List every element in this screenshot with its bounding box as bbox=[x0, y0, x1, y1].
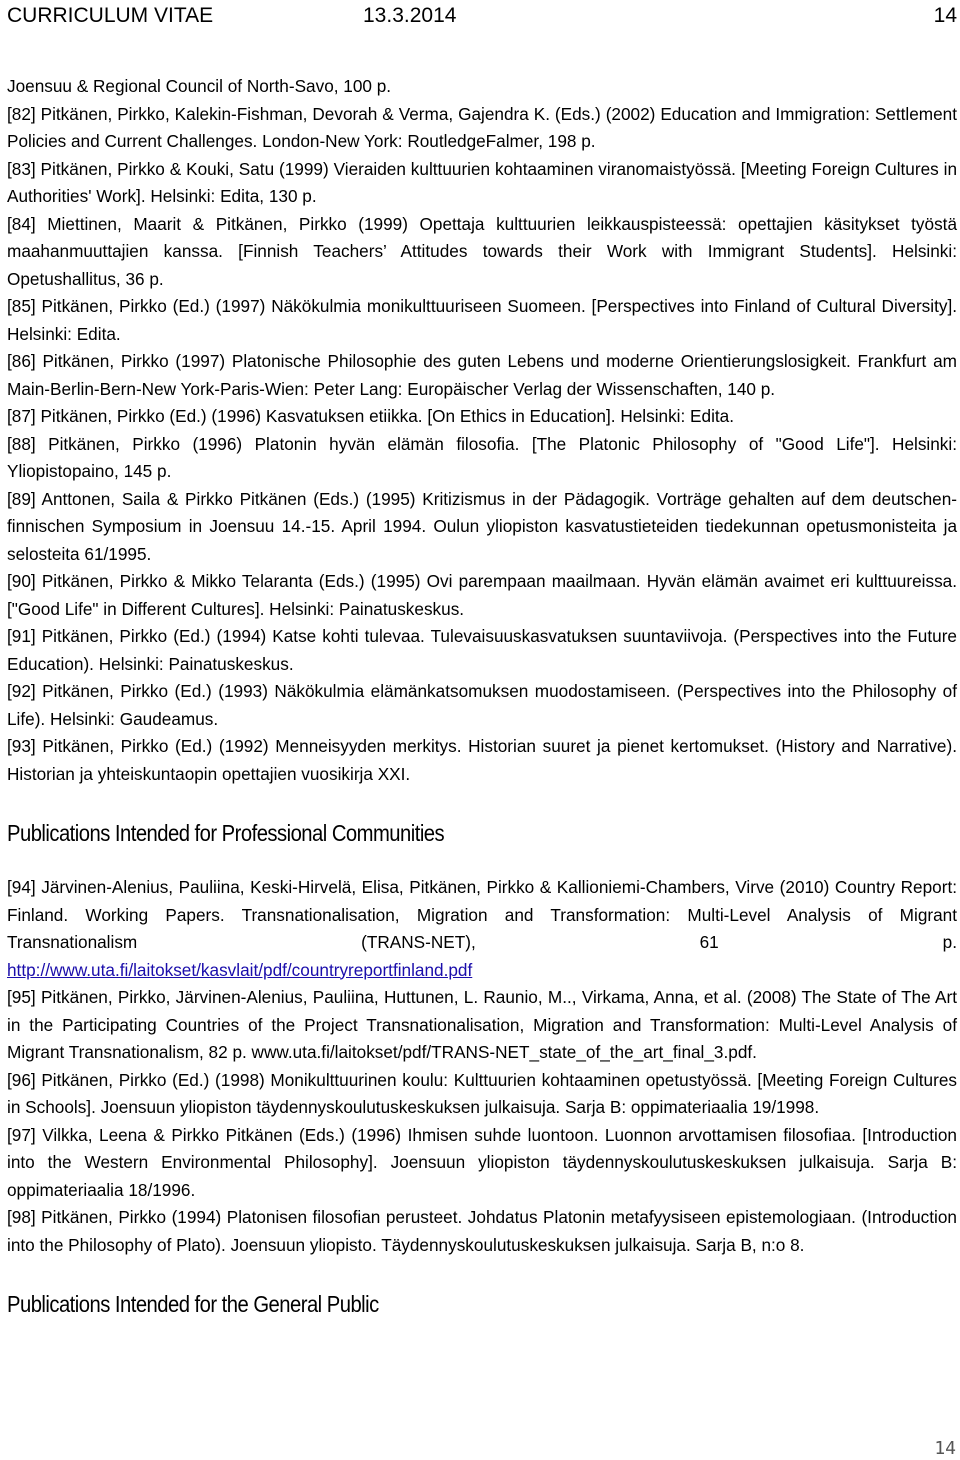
entry-95: [95] Pitkänen, Pirkko, Järvinen-Alenius, Pauliina, Huttunen, L. Raunio, M.., Virkama, Anna, et al. (2008) The State of The Art in the Participating Countries of the Project Transnationalisation, Migration and Transformation: Multi-Level Analysis of Migrant Transnationalism, 82 p. www.uta.fi/laitokset/pdf/TRANS-NET_state_of_the_art_final_3.pdf. bbox=[7, 987, 957, 1062]
entry-92: [92] Pitkänen, Pirkko (Ed.) (1993) Näkökulmia elämänkatsomuksen muodostamiseen. (Perspectives into the Philosophy of Life). Helsinki: Gaudeamus. bbox=[7, 681, 957, 729]
header-page-number: 14 bbox=[933, 4, 957, 27]
entry-continuation: Joensuu & Regional Council of North-Savo, 100 p. bbox=[7, 76, 392, 96]
entry-88: [88] Pitkänen, Pirkko (1996) Platonin hyvän elämän filosofia. [The Platonic Philosophy of "Good Life"]. Helsinki: Yliopistopaino, 145 p. bbox=[7, 433, 957, 481]
entry-94: [94] Järvinen-Alenius, Pauliina, Keski-Hirvelä, Elisa, Pitkänen, Pirkko & Kallioniemi-Chambers, Virve (2010) Country Report: Finland. Working Papers. Transnationalisation, Migration and Transformation: Multi-Level Analysis of Migrant Transnationalism (TRANS-NET), 61 p. bbox=[7, 877, 957, 952]
entry-94-link-line bbox=[7, 957, 957, 985]
section-heading-professional: Publications Intended for Professional Communities bbox=[7, 820, 445, 846]
country-report-link[interactable]: http://www.uta.fi/laitokset/kasvlait/pdf/countryreportfinland.pdf bbox=[7, 959, 473, 980]
entry-85: [85] Pitkänen, Pirkko (Ed.) (1997) Näkökulmia monikulttuuriseen Suomeen. [Perspectives into Finland of Cultural Diversity]. Helsinki: Edita. bbox=[7, 296, 957, 344]
entry-93: [93] Pitkänen, Pirkko (Ed.) (1992) Menneisyyden merkitys. Historian suuret ja pienet kertomukset. (History and Narrative). Historian ja yhteiskuntaopin opettajien vuosikirja XXI. bbox=[7, 736, 957, 784]
entry-83: [83] Pitkänen, Pirkko & Kouki, Satu (1999) Vieraiden kulttuurien kohtaaminen viranomaistyössä. [Meeting Foreign Cultures in Authorities' Work]. Helsinki: Edita, 130 p. bbox=[7, 158, 957, 206]
header-date: 13.3.2014 bbox=[363, 4, 457, 27]
entry-86: [86] Pitkänen, Pirkko (1997) Platonische Philosophie des guten Lebens und moderne Orientierungslosigkeit. Frankfurt am Main-Berlin-Bern-New York-Paris-Wien: Peter Lang: Europäischer Verlag der Wissenschaften, 140 p. bbox=[7, 351, 957, 399]
document-body bbox=[7, 73, 957, 1319]
header-title: CURRICULUM VITAE bbox=[7, 4, 214, 27]
entry-87: [87] Pitkänen, Pirkko (Ed.) (1996) Kasvatuksen etiikka. [On Ethics in Education]. Helsinki: Edita. bbox=[7, 406, 734, 426]
entry-98: [98] Pitkänen, Pirkko (1994) Platonisen filosofian perusteet. Johdatus Platonin metafyysiseen epistemologiaan. (Introduction into the Philosophy of Plato). Joensuun yliopisto. Täydennyskoulutuskeskuksen julkaisuja. Sarja B, n:o 8. bbox=[7, 1207, 957, 1255]
footer-page-number: 14 bbox=[934, 1438, 956, 1459]
entry-91: [91] Pitkänen, Pirkko (Ed.) (1994) Katse kohti tulevaa. Tulevaisuuskasvatuksen suuntaviivoja. (Perspectives into the Future Education). Helsinki: Painatuskeskus. bbox=[7, 626, 957, 674]
entry-96: [96] Pitkänen, Pirkko (Ed.) (1998) Monikulttuurinen koulu: Kulttuurien kohtaaminen opetustyössä. [Meeting Foreign Cultures in Schools]. Joensuun yliopiston täydennyskoulutuskeskuksen julkaisuja. Sarja B: oppimateriaalia 19/1998. bbox=[7, 1069, 957, 1117]
entry-82: [82] Pitkänen, Pirkko, Kalekin-Fishman, Devorah & Verma, Gajendra K. (Eds.) (2002) Education and Immigration: Settlement Policies and Current Challenges. London-New York: RoutledgeFalmer, 198 p. bbox=[7, 103, 957, 151]
page-header bbox=[7, 2, 957, 30]
entry-90: [90] Pitkänen, Pirkko & Mikko Telaranta (Eds.) (1995) Ovi parempaan maailmaan. Hyvän elämän avaimet eri kulttuureissa. ["Good Life" in Different Cultures]. Helsinki: Painatuskeskus. bbox=[7, 571, 957, 619]
entry-84: [84] Miettinen, Maarit & Pitkänen, Pirkko (1999) Opettaja kulttuurien leikkauspisteessä: opettajien käsitykset työstä maahanmuuttajien kanssa. [Finnish Teachers’ Attitudes towards their Work with Immigrant Students]. Helsinki: Opetushallitus, 36 p. bbox=[7, 213, 957, 289]
entry-97: [97] Vilkka, Leena & Pirkko Pitkänen (Eds.) (1996) Ihmisen suhde luontoon. Luonnon arvottamisen filosofiaa. [Introduction into the Western Environmental Philosophy]. Joensuun yliopiston täydennyskoulutuskeskuksen julkaisuja. Sarja B: oppimateriaalia 18/1996. bbox=[7, 1124, 957, 1200]
section-heading-general: Publications Intended for the General Public bbox=[7, 1291, 379, 1317]
entry-89: [89] Anttonen, Saila & Pirkko Pitkänen (Eds.) (1995) Kritizismus in der Pädagogik. Vorträge gehalten auf dem deutschen-finnischen Symposium in Joensuu 14.-15. April 1994. Oulun yliopiston kasvatustieteiden tiedekunnan opetusmonisteita ja selosteita 61/1995. bbox=[7, 488, 957, 564]
